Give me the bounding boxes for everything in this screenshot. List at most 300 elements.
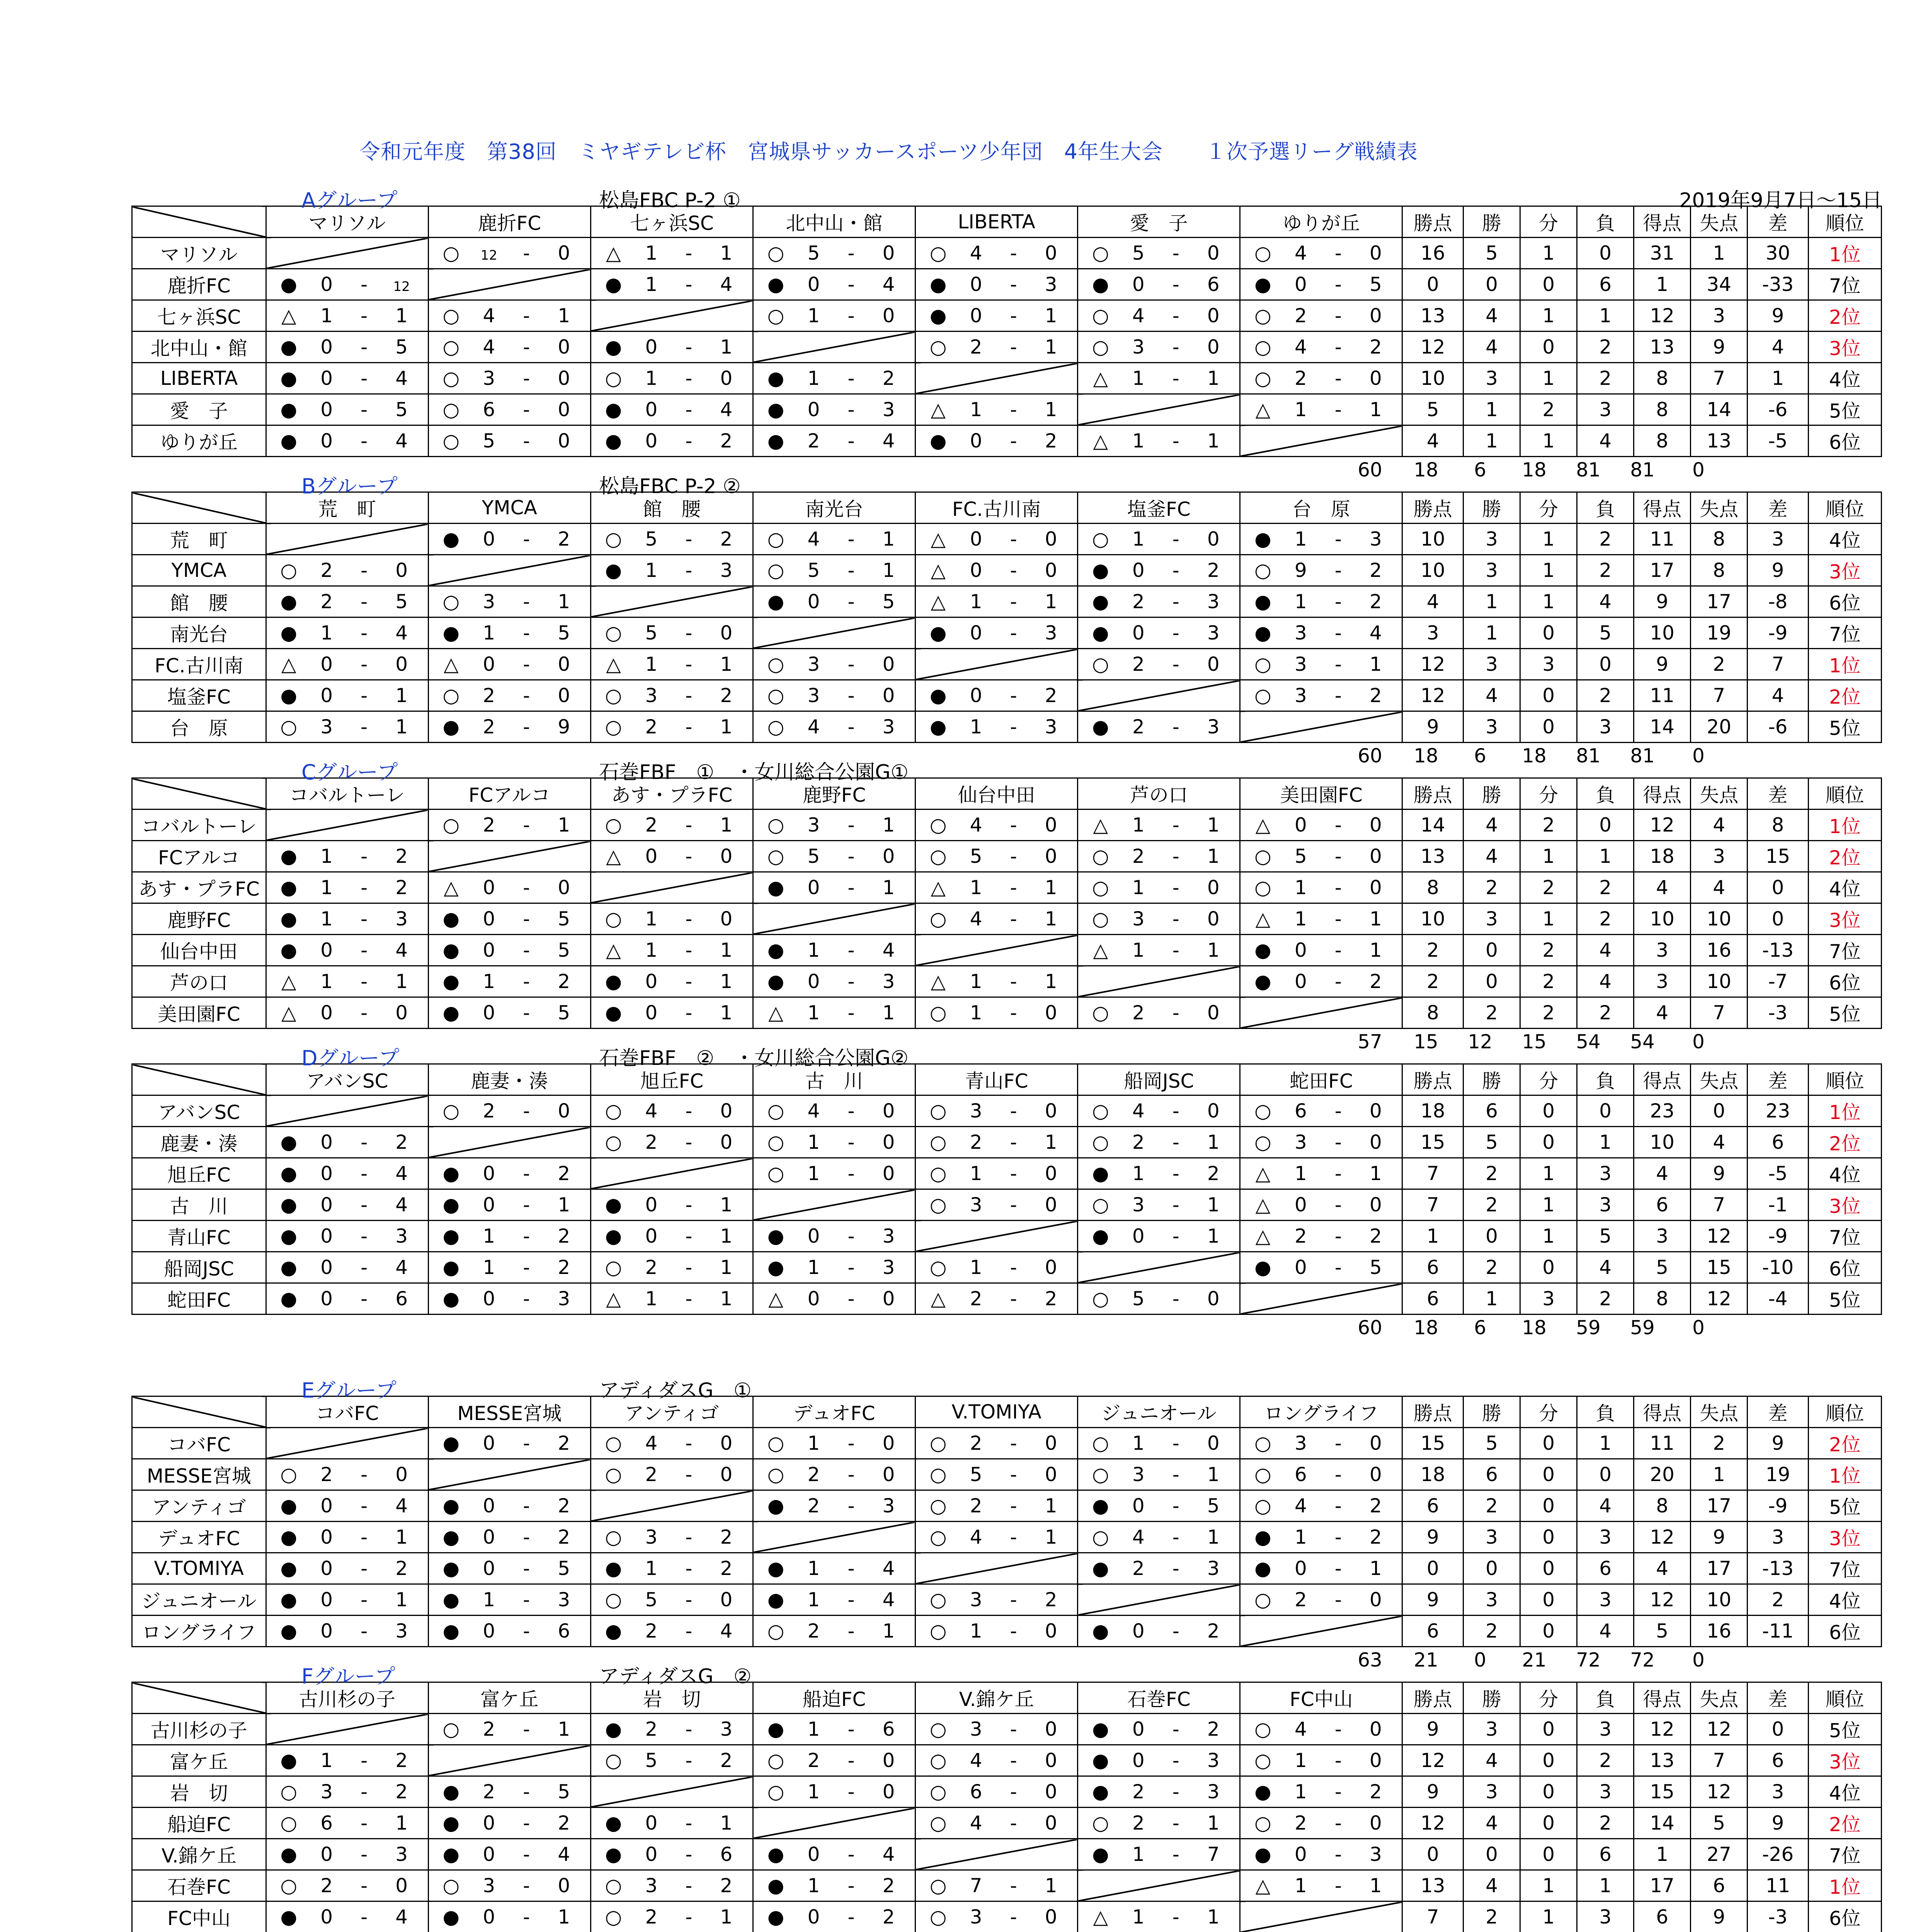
score-for: 4 (645, 1432, 658, 1454)
result-symbol: ○ (605, 367, 622, 389)
result-symbol: ○ (929, 1432, 947, 1454)
score-against: 1 (1045, 336, 1057, 358)
result-symbol: △ (1255, 1225, 1271, 1247)
column-team: ジュニオール (1078, 1396, 1240, 1428)
score-for: 1 (1132, 876, 1145, 899)
total-value: 59 (1630, 1316, 1655, 1339)
stat-cell: 4 (1634, 1553, 1691, 1584)
self-match-cell (428, 1459, 590, 1490)
score-for: 2 (483, 1781, 495, 1803)
match-result (428, 903, 590, 935)
stat-cell: 3 (1463, 1584, 1520, 1616)
score-dash: - (1172, 590, 1179, 613)
score-dash: - (361, 1162, 368, 1185)
score-against: 1 (395, 970, 408, 993)
score-for: 0 (807, 1906, 820, 1928)
score-dash: - (1010, 1194, 1017, 1216)
score-against: 1 (1045, 1874, 1057, 1897)
row-team: 南光台 (132, 617, 266, 649)
match-result (428, 997, 590, 1029)
match-result (753, 1127, 915, 1158)
result-symbol: △ (606, 845, 621, 867)
stat-cell: 11 (1634, 1428, 1691, 1459)
total-value: 0 (1692, 745, 1705, 767)
result-symbol: ● (442, 1843, 460, 1866)
score-dash: - (1010, 336, 1017, 358)
match-result (753, 1221, 915, 1252)
score-against: 1 (558, 1906, 570, 1928)
score-against: 1 (720, 1256, 733, 1279)
match-result (428, 300, 590, 332)
stat-cell: 3 (1634, 935, 1691, 966)
score-dash: - (523, 336, 530, 358)
score-dash: - (847, 1287, 855, 1310)
score-dash: - (847, 559, 855, 582)
score-against: 1 (720, 716, 733, 738)
score-for: 2 (970, 1287, 982, 1310)
score-against: 5 (395, 336, 408, 358)
group-header (131, 1372, 1882, 1403)
match-result (1240, 332, 1402, 363)
result-symbol: △ (281, 1002, 296, 1024)
score-for: 3 (1295, 653, 1307, 675)
score-against: 1 (882, 1620, 895, 1642)
score-dash: - (685, 336, 693, 358)
result-symbol: ○ (929, 1812, 947, 1834)
rank-cell: 2位 (1808, 1808, 1881, 1839)
result-symbol: ○ (1092, 845, 1109, 867)
score-for: 2 (320, 1463, 333, 1486)
score-dash: - (685, 1906, 693, 1928)
match-result (915, 524, 1078, 555)
stat-cell: 0 (1402, 269, 1463, 300)
result-symbol: ○ (1254, 876, 1271, 899)
result-symbol: ○ (605, 1906, 622, 1928)
result-symbol: ● (280, 398, 297, 421)
stat-cell: 1 (1402, 1221, 1463, 1252)
stat-header: 失点 (1691, 492, 1748, 524)
match-result (915, 1252, 1078, 1283)
score-dash: - (1010, 1162, 1017, 1185)
result-symbol: △ (931, 1287, 946, 1310)
score-against: 2 (558, 970, 570, 993)
score-dash: - (1010, 1432, 1017, 1454)
result-symbol: ● (442, 1225, 460, 1247)
score-for: 0 (320, 1526, 333, 1548)
stat-cell: 1 (1520, 300, 1577, 332)
self-match-cell (753, 1808, 915, 1839)
stat-cell: 4 (1634, 997, 1691, 1029)
league-table (131, 1063, 1882, 1315)
score-against: 3 (1207, 1749, 1220, 1772)
stat-cell: 30 (1748, 238, 1809, 269)
result-symbol: ○ (1092, 1002, 1109, 1024)
stat-cell: 1 (1577, 300, 1634, 332)
score-against: 1 (395, 684, 408, 707)
result-symbol: ○ (1254, 845, 1271, 867)
match-result (915, 966, 1078, 997)
score-dash: - (523, 1620, 530, 1642)
total-value: 18 (1414, 1316, 1438, 1339)
score-against: 2 (720, 1526, 733, 1548)
match-result (753, 1901, 915, 1932)
score-for: 0 (320, 939, 333, 961)
stat-cell: 3 (1748, 1776, 1809, 1808)
result-symbol: △ (931, 970, 946, 993)
score-against: 1 (720, 814, 733, 836)
match-result (266, 841, 428, 872)
stat-header: 勝点 (1402, 1064, 1463, 1095)
score-against: 2 (1370, 684, 1382, 707)
score-for: 4 (1132, 1526, 1145, 1548)
score-for: 2 (645, 1906, 658, 1928)
score-for: 1 (807, 1781, 820, 1803)
stat-cell: -8 (1748, 586, 1809, 617)
score-dash: - (1334, 939, 1342, 961)
score-against: 0 (882, 1432, 895, 1454)
match-result (590, 810, 753, 841)
stat-cell: 9 (1691, 332, 1748, 363)
stat-cell: 4 (1634, 1158, 1691, 1189)
score-against: 1 (1207, 1225, 1220, 1247)
score-for: 2 (1295, 1225, 1307, 1247)
score-for: 4 (970, 1526, 982, 1548)
rank-cell: 7位 (1808, 617, 1881, 649)
result-symbol: ● (929, 304, 947, 327)
column-team: 石巻FC (1078, 1682, 1240, 1714)
result-symbol: ● (442, 1162, 460, 1185)
match-result (590, 966, 753, 997)
score-for: 1 (483, 1256, 495, 1279)
score-for: 1 (807, 304, 820, 327)
score-dash: - (1172, 1432, 1179, 1454)
score-against: 3 (720, 1718, 733, 1740)
match-result (915, 1095, 1078, 1127)
stat-cell: 1 (1577, 841, 1634, 872)
result-symbol: ○ (1254, 1100, 1271, 1122)
stat-header: 失点 (1691, 1682, 1748, 1714)
score-for: 4 (807, 528, 820, 550)
group-venue: アディダスG ① (599, 1379, 752, 1402)
score-dash: - (361, 367, 368, 389)
score-dash: - (847, 1256, 855, 1279)
stat-cell: 1 (1577, 1870, 1634, 1901)
stat-header: 勝点 (1402, 778, 1463, 810)
match-result (428, 1428, 590, 1459)
score-against: 5 (558, 908, 570, 930)
score-for: 4 (483, 304, 495, 327)
score-for: 0 (1132, 1495, 1145, 1517)
result-symbol: ● (767, 1718, 784, 1740)
score-for: 1 (1132, 430, 1145, 452)
score-for: 1 (645, 273, 658, 296)
result-symbol: ● (442, 1432, 460, 1454)
result-symbol: ● (280, 622, 297, 644)
score-for: 0 (320, 1843, 333, 1866)
stat-header: 順位 (1808, 1682, 1881, 1714)
stat-cell: 5 (1634, 1616, 1691, 1647)
score-for: 1 (807, 1718, 820, 1740)
match-result (590, 1616, 753, 1647)
self-match-cell (1240, 711, 1402, 743)
score-dash: - (1172, 716, 1179, 738)
score-against: 0 (1370, 1432, 1382, 1454)
score-dash: - (361, 590, 368, 613)
score-against: 3 (395, 908, 408, 930)
result-symbol: ○ (605, 622, 622, 644)
stat-header: 得点 (1634, 206, 1691, 238)
result-symbol: △ (1255, 398, 1271, 421)
match-result (1078, 300, 1240, 332)
score-dash: - (1010, 1526, 1017, 1548)
score-dash: - (361, 336, 368, 358)
score-against: 0 (1045, 1781, 1057, 1803)
score-against: 0 (1370, 1749, 1382, 1772)
column-team: LIBERTA (915, 206, 1078, 238)
match-result (590, 269, 753, 300)
match-result (1078, 841, 1240, 872)
result-symbol: ○ (280, 559, 297, 582)
score-dash: - (847, 845, 855, 867)
score-for: 3 (970, 1100, 982, 1122)
score-against: 2 (1045, 684, 1057, 707)
result-symbol: ● (767, 876, 784, 899)
stat-cell: 0 (1520, 617, 1577, 649)
score-for: 2 (1132, 845, 1145, 867)
score-dash: - (523, 1557, 530, 1580)
result-symbol: △ (1255, 908, 1271, 930)
result-symbol: ○ (605, 684, 622, 707)
total-value: 63 (1358, 1649, 1382, 1671)
match-result (266, 586, 428, 617)
result-symbol: ○ (1092, 1287, 1109, 1310)
score-for: 5 (645, 528, 658, 550)
score-dash: - (361, 684, 368, 707)
stat-cell: 0 (1577, 238, 1634, 269)
group-name: Cグループ (301, 760, 398, 784)
score-dash: - (1172, 1843, 1179, 1866)
score-against: 0 (1370, 845, 1382, 867)
score-dash: - (1172, 1812, 1179, 1834)
table-row (132, 872, 1882, 903)
total-value: 15 (1522, 1031, 1547, 1053)
result-symbol: ● (280, 939, 297, 961)
score-against: 0 (1370, 1463, 1382, 1486)
score-for: 1 (1295, 876, 1307, 899)
match-result (590, 1221, 753, 1252)
score-dash: - (1334, 336, 1342, 358)
score-dash: - (1172, 1526, 1179, 1548)
score-against: 1 (1045, 398, 1057, 421)
score-against: 1 (558, 814, 570, 836)
stat-cell: 10 (1691, 1584, 1748, 1616)
row-team: LIBERTA (132, 363, 266, 394)
result-symbol: ● (442, 1812, 460, 1834)
self-match-cell (266, 1095, 428, 1127)
score-dash: - (1010, 1874, 1017, 1897)
result-symbol: ○ (605, 1256, 622, 1279)
result-symbol: ○ (442, 367, 460, 389)
score-dash: - (523, 1002, 530, 1024)
score-for: 1 (1295, 1781, 1307, 1803)
score-for: 1 (645, 242, 658, 264)
self-match-cell (1240, 1283, 1402, 1315)
score-dash: - (361, 1131, 368, 1153)
match-result (915, 1283, 1078, 1315)
row-team: 台 原 (132, 711, 266, 743)
score-dash: - (361, 845, 368, 867)
match-result (915, 1127, 1078, 1158)
score-for: 1 (1132, 1906, 1145, 1928)
match-result (1240, 966, 1402, 997)
match-result (1078, 872, 1240, 903)
total-value: 60 (1358, 459, 1382, 481)
score-against: 4 (395, 430, 408, 452)
stat-cell: 1 (1520, 1189, 1577, 1221)
group-venue: 石巻FBF ① ・女川総合公園G① (599, 761, 909, 784)
result-symbol: ● (767, 398, 784, 421)
total-value: 0 (1692, 1031, 1705, 1053)
match-result (753, 1459, 915, 1490)
score-against: 4 (720, 273, 733, 296)
stat-header: 負 (1577, 1682, 1634, 1714)
match-result (915, 1158, 1078, 1189)
stat-cell: 7 (1691, 1189, 1748, 1221)
table-row (132, 1459, 1882, 1490)
score-for: 0 (483, 1906, 495, 1928)
stat-cell: 4 (1577, 1490, 1634, 1522)
match-result (266, 363, 428, 394)
score-against: 4 (882, 1843, 895, 1866)
score-against: 0 (720, 1432, 733, 1454)
match-result (428, 649, 590, 680)
score-dash: - (1334, 1781, 1342, 1803)
stat-cell: 0 (1748, 872, 1809, 903)
table-row (132, 1189, 1882, 1221)
match-result (1240, 1221, 1402, 1252)
self-match-cell (266, 1714, 428, 1745)
score-for: 0 (320, 1131, 333, 1153)
score-dash: - (523, 939, 530, 961)
score-against: 0 (720, 622, 733, 644)
rank-cell: 7位 (1808, 269, 1881, 300)
score-dash: - (361, 1588, 368, 1611)
score-against: 1 (395, 304, 408, 327)
rank-cell: 2位 (1808, 841, 1881, 872)
stat-cell: 0 (1520, 1553, 1577, 1584)
stat-cell: -11 (1748, 1616, 1809, 1647)
score-against: 2 (558, 1225, 570, 1247)
score-dash: - (1010, 1256, 1017, 1279)
score-against: 0 (720, 1100, 733, 1122)
score-against: 0 (395, 653, 408, 675)
match-result (1078, 1839, 1240, 1870)
score-for: 0 (320, 1906, 333, 1928)
score-against: 2 (1370, 1495, 1382, 1517)
rank-cell: 4位 (1808, 1776, 1881, 1808)
stat-cell: 3 (1577, 1776, 1634, 1808)
total-value: 72 (1630, 1649, 1655, 1671)
column-team: 蛇田FC (1240, 1064, 1402, 1095)
score-for: 0 (645, 1225, 658, 1247)
stat-cell: 0 (1520, 1127, 1577, 1158)
match-result (915, 872, 1078, 903)
stat-cell: 12 (1402, 680, 1463, 711)
stat-header: 失点 (1691, 778, 1748, 810)
stat-cell: 1 (1634, 1839, 1691, 1870)
stat-cell: 3 (1577, 1189, 1634, 1221)
match-result (1240, 1158, 1402, 1189)
stat-cell: 3 (1577, 1584, 1634, 1616)
self-match-cell (1078, 680, 1240, 711)
score-for: 1 (645, 939, 658, 961)
score-for: 3 (320, 1781, 333, 1803)
date-range: 2019年9月7日～15日 (1679, 189, 1882, 212)
row-team: FC.古川南 (132, 649, 266, 680)
self-match-cell (753, 903, 915, 935)
score-for: 0 (483, 908, 495, 930)
score-against: 0 (1207, 304, 1220, 327)
table-row (132, 425, 1882, 457)
match-result (753, 997, 915, 1029)
score-for: 0 (807, 398, 820, 421)
group-header (131, 468, 1882, 498)
stat-cell: 3 (1463, 1776, 1520, 1808)
result-symbol: ○ (605, 1100, 622, 1122)
result-symbol: ○ (929, 1256, 947, 1279)
column-team: 旭丘FC (590, 1064, 753, 1095)
result-symbol: ○ (605, 1526, 622, 1548)
score-for: 2 (1295, 367, 1307, 389)
score-dash: - (1172, 1495, 1179, 1517)
score-dash: - (685, 1194, 693, 1216)
score-against: 0 (1045, 1718, 1057, 1740)
total-value: 81 (1576, 459, 1601, 481)
score-dash: - (1334, 876, 1342, 899)
score-dash: - (685, 684, 693, 707)
match-result (1078, 649, 1240, 680)
rank-cell: 6位 (1808, 1616, 1881, 1647)
score-against: 2 (720, 430, 733, 452)
score-against: 0 (882, 1162, 895, 1185)
match-result (1240, 1776, 1402, 1808)
match-result (590, 1459, 753, 1490)
stat-cell: 3 (1748, 1522, 1809, 1553)
score-dash: - (1334, 1495, 1342, 1517)
score-for: 3 (1132, 1463, 1145, 1486)
score-dash: - (847, 653, 855, 675)
score-dash: - (847, 590, 855, 613)
table-row (132, 903, 1882, 935)
column-team: ゆりが丘 (1240, 206, 1402, 238)
corner-cell (132, 1682, 266, 1714)
score-against: 1 (720, 1287, 733, 1310)
score-for: 0 (970, 273, 982, 296)
result-symbol: ● (767, 1256, 784, 1279)
score-dash: - (1010, 590, 1017, 613)
score-dash: - (847, 528, 855, 550)
stat-cell: -6 (1748, 711, 1809, 743)
match-result (590, 555, 753, 586)
result-symbol: ● (767, 1495, 784, 1517)
result-symbol: ○ (280, 1874, 297, 1897)
score-for: 2 (320, 559, 333, 582)
stat-cell: 15 (1691, 1252, 1748, 1283)
result-symbol: ● (605, 430, 622, 452)
match-result (753, 1584, 915, 1616)
score-for: 0 (1132, 1620, 1145, 1642)
match-result (590, 1127, 753, 1158)
